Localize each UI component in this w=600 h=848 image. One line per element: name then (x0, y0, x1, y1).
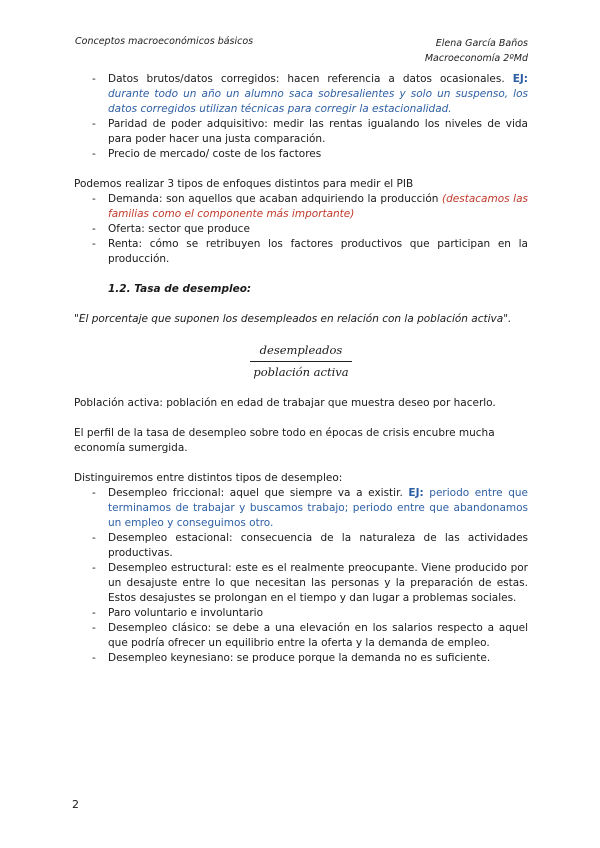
header-course-title: Conceptos macroeconómicos básicos (75, 36, 254, 47)
poblacion-activa-definition: Población activa: población en edad de trabajar que muestra deseo por hacerlo. (74, 397, 496, 409)
list-item: - Renta: cómo se retribuyen los factores productivos que participan en la producción. (74, 237, 528, 267)
pib-approaches-list (74, 192, 528, 267)
header-author-name: Elena García Baños (435, 38, 528, 49)
list-item: - Desempleo keynesiano: se produce porque la demanda no es suficiente. (74, 651, 528, 666)
list-item: - Precio de mercado/ coste de los factores (74, 147, 528, 162)
pib-intro: Podemos realizar 3 tipos de enfoques distintos para medir el PIB (74, 178, 414, 190)
document-body (74, 72, 528, 666)
list-item: - Desempleo friccional: aquel que siempre va a existir. EJ: periodo entre que terminamos de trabajar y buscamos trabajo; periodo entre que abandonamos un empleo y conseguimos otro. (74, 486, 528, 531)
list-item: - Desempleo clásico: se debe a una elevación en los salarios respecto a aquel que podría ofrecer un equilibrio entre la oferta y la demanda de empleo. (74, 621, 528, 651)
list-item: - Demanda: son aquellos que acaban adquiriendo la producción (destacamos las familias como el componente más importante) (74, 192, 528, 222)
unemployment-types-list (74, 486, 528, 666)
header-author-block (425, 36, 528, 66)
tipos-intro: Distinguiremos entre distintos tipos de desempleo: (74, 472, 343, 484)
section-heading: 1.2. Tasa de desempleo: (108, 283, 252, 295)
data-concepts-list (74, 72, 528, 162)
page-number: 2 (72, 798, 79, 811)
list-item: - Paridad de poder adquisitivo: medir las rentas igualando los niveles de vida para poder hacer una justa comparación. (74, 117, 528, 147)
perfil-paragraph: El perfil de la tasa de desempleo sobre todo en épocas de crisis encubre mucha economía sumergida. (74, 427, 495, 454)
formula-numerator: desempleados (250, 343, 353, 362)
header-subject: Macroeconomía 2ºMd (424, 53, 528, 64)
list-item: - Datos brutos/datos corregidos: hacen referencia a datos ocasionales. EJ: durante todo un año un alumno saca sobresalientes y solo un suspenso, los datos corregidos utilizan técnicas para corregir la estacionalidad. (74, 72, 528, 117)
formula-denominator: población activa (253, 365, 349, 379)
list-item: - Desempleo estructural: este es el realmente preocupante. Viene producido por un desajuste entre lo que necesitan las personas y la preparación de estas. Estos desajustes se prolongan en el tiempo y dan lugar a problemas sociales. (74, 561, 528, 606)
list-item: - Oferta: sector que produce (74, 222, 528, 237)
unemployment-formula (74, 343, 528, 380)
definition-quote: "El porcentaje que suponen los desempleados en relación con la población activa". (74, 313, 512, 325)
list-item: - Paro voluntario e involuntario (74, 606, 528, 621)
list-item: - Desempleo estacional: consecuencia de la naturaleza de las actividades productivas. (74, 531, 528, 561)
